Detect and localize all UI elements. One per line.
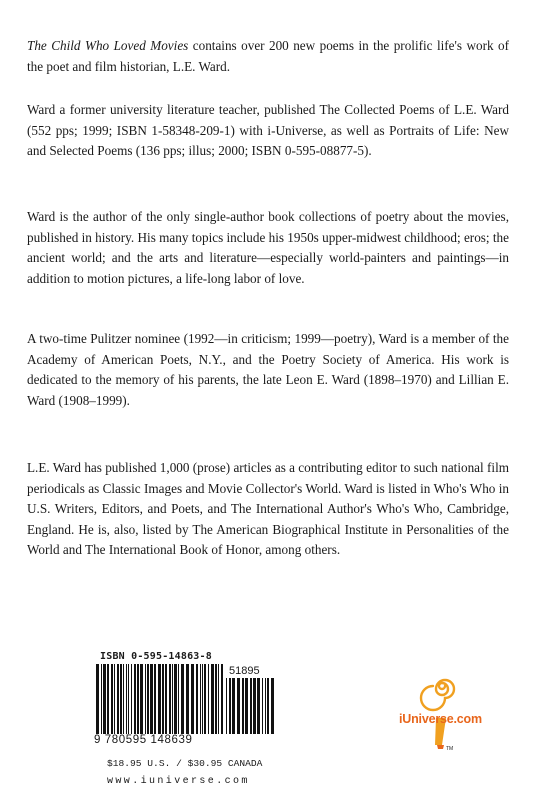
barcode-digits: 9 780595 148639 <box>94 734 193 746</box>
barcode-bar <box>145 664 146 734</box>
barcode-bar <box>215 664 217 734</box>
barcode-bar <box>253 678 256 734</box>
barcode-bar <box>204 664 206 734</box>
barcode-addon-number: 51895 <box>229 665 260 677</box>
barcode-bar <box>267 678 269 734</box>
barcode-bar <box>265 678 266 734</box>
barcode-bar <box>211 664 214 734</box>
barcode-bar <box>232 678 235 734</box>
barcode-bar <box>114 664 115 734</box>
website-url: www.iuniverse.com <box>107 776 250 787</box>
iuniverse-logo-text: iUniverse.com <box>399 712 482 726</box>
book-title: The Child Who Loved Movies <box>27 38 189 53</box>
barcode-bar <box>103 664 106 734</box>
barcode-bar <box>262 678 263 734</box>
barcode-bar <box>191 664 194 734</box>
barcode-bar <box>242 678 244 734</box>
barcode-bar <box>123 664 124 734</box>
isbn-label: ISBN 0-595-14863-8 <box>100 651 212 662</box>
barcode-bar <box>107 664 109 734</box>
barcode-bar <box>196 664 198 734</box>
barcode-bar <box>128 664 129 734</box>
barcode-bar <box>162 664 164 734</box>
intro-paragraph <box>27 36 509 77</box>
honors-paragraph: A two-time Pulitzer nominee (1992—in criticism; 1999—poetry), Ward is a member of the Academy of American Poets, N.Y., and the Poetry Society of America. His work is dedicated to the memory of his parents, the late Leon E. Ward (1898–1970) and Lillian E. Ward (1908–1999). <box>27 331 509 408</box>
price: $18.95 U.S. / $30.95 CANADA <box>107 758 263 769</box>
barcode-bar <box>150 664 153 734</box>
barcode-bar <box>181 664 184 734</box>
barcode-bar <box>101 664 102 734</box>
barcode-bar <box>120 664 122 734</box>
barcode-bar <box>96 664 99 734</box>
barcode-bar <box>131 664 132 734</box>
barcode-bar <box>226 678 227 734</box>
barcode-bar <box>134 664 136 734</box>
barcode-addon <box>226 678 274 734</box>
barcode-bar <box>169 664 171 734</box>
intro-text: contains over 200 new poems in the prolific life's work of the poet and film historian, L.E. Ward. <box>27 38 509 74</box>
barcode-bar <box>174 664 177 734</box>
barcode-bar <box>147 664 149 734</box>
barcode-bar <box>140 664 143 734</box>
iuniverse-logo-icon <box>402 658 488 753</box>
barcode-bar <box>221 664 223 734</box>
barcode-bar <box>245 678 248 734</box>
barcode-bar <box>126 664 127 734</box>
career-paragraph: Ward a former university literature teacher, published The Collected Poems of L.E. Ward (552 pps; 1999; ISBN 1-58348-209-1) with i-Universe, as well as Portraits of Life: New and Selected Poems (136 pps; illus; 2000; ISBN 0-595-08877-5). <box>27 102 509 158</box>
barcode-bar <box>111 664 113 734</box>
barcode-bar <box>229 678 231 734</box>
barcode-bar <box>178 664 179 734</box>
barcode-bar <box>172 664 173 734</box>
barcode-bar <box>257 678 260 734</box>
barcode-bar <box>186 664 189 734</box>
svg-text:TM: TM <box>446 746 454 752</box>
barcode-bar <box>137 664 139 734</box>
barcode-bar <box>202 664 203 734</box>
barcode-bar <box>208 664 209 734</box>
barcode-bar <box>218 664 219 734</box>
barcode-bar <box>237 678 240 734</box>
barcode-bar <box>158 664 161 734</box>
barcode-bar <box>117 664 119 734</box>
barcode-bar <box>250 678 252 734</box>
publications-paragraph: L.E. Ward has published 1,000 (prose) articles as a contributing editor to such national film periodicals as Classic Images and Movie Collector's World. Ward is listed in Who's Who in U.S. Writers, Editors, and Poets, and The International Author's Who's Who, Cambridge, England. He is, also, listed by The American Biographical Institute in Personalities of the World and The International Book of Honor, among others. <box>27 460 509 557</box>
barcode-bar <box>200 664 201 734</box>
barcode-bar <box>154 664 156 734</box>
barcode-bar <box>271 678 274 734</box>
topics-paragraph: Ward is the author of the only single-author book collections of poetry about the movies, published in history. His many topics include his 1950s upper-midwest childhood; eros; the ancient world; and the arts and literature—especially world-painters and paintings—in addition to motion pictures, a life-long labor of love. <box>27 209 509 286</box>
barcode-bar <box>165 664 167 734</box>
barcode-main <box>96 664 224 734</box>
